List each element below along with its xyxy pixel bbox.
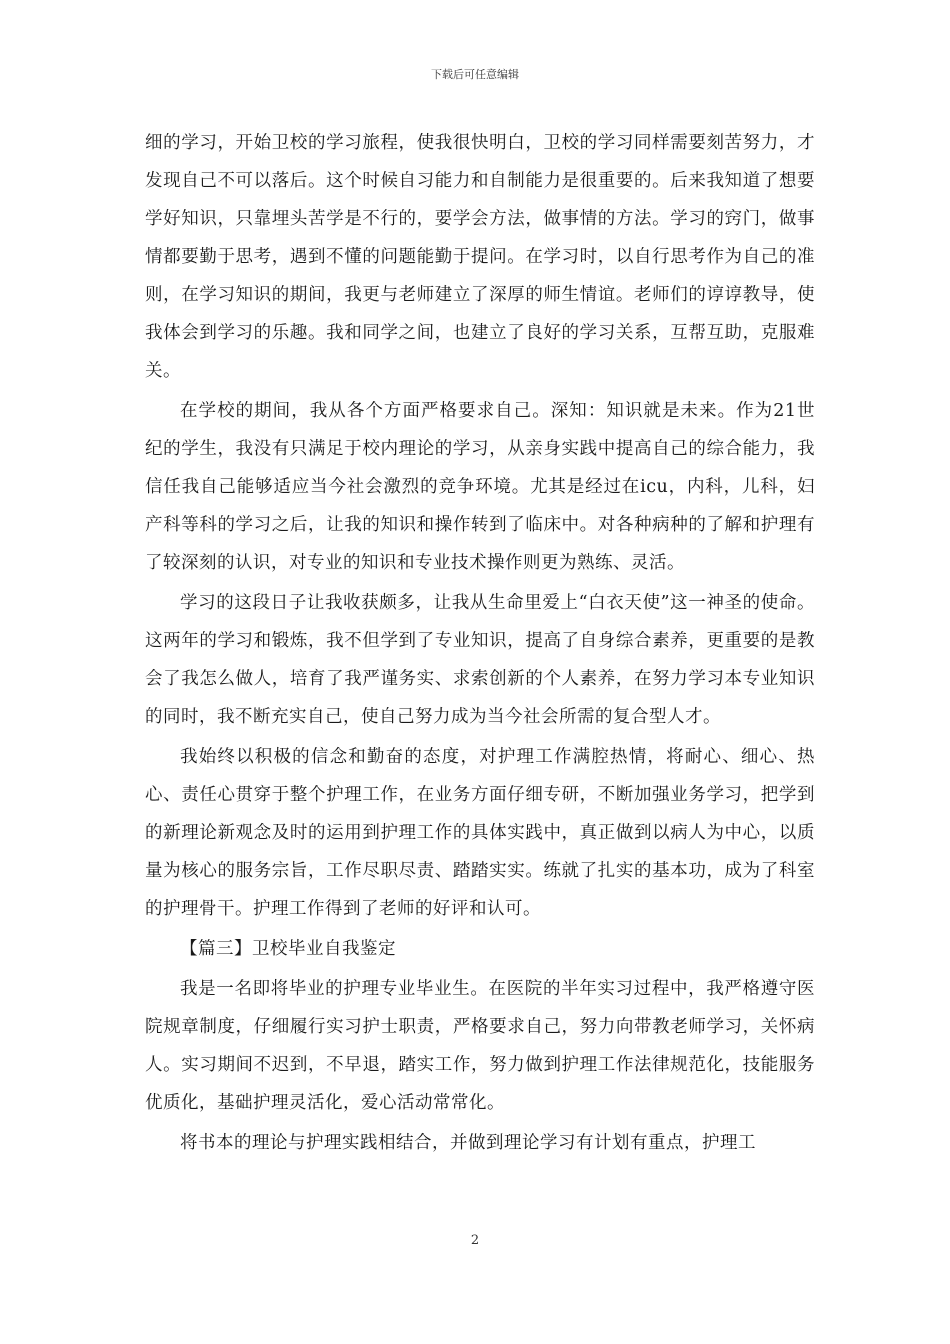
- paragraph-1: 细的学习，开始卫校的学习旅程，使我很快明白，卫校的学习同样需要刻苦努力，才发现自己不可以落后。这个时候自习能力和自制能力是很重要的。后来我知道了想要学好知识，只靠埋头苦学是不行的，要学会方法，做事情的方法。学习的窍门，做事情都要勤于思考，遇到不懂的问题能勤于提问。在学习时，以自行思考作为自己的准则，在学习知识的期间，我更与老师建立了深厚的师生情谊。老师们的谆谆教导，使我体会到学习的乐趣。我和同学之间，也建立了良好的学习关系，互帮互助，克服难关。: [145, 133, 815, 381]
- paragraph-3: 学习的这段日子让我收获颇多，让我从生命里爱上“白衣天使”这一神圣的使命。这两年的学习和锻炼，我不但学到了专业知识，提高了自身综合素养，更重要的是教会了我怎么做人，培育了我严谨务实、求索创新的个人素养，在努力学习本专业知识的同时，我不断充实自己，使自己努力成为当今社会所需的复合型人才。: [145, 593, 815, 727]
- page-number: 2: [470, 1233, 480, 1248]
- page-header: 下载后可任意编辑: [431, 68, 519, 81]
- paragraph-2: 在学校的期间，我从各个方面严格要求自己。深知：知识就是未来。作为21世纪的学生，我没有只满足于校内理论的学习，从亲身实践中提高自己的综合能力，我信任我自己能够适应当今社会激烈的竞争环境。尤其是经过在icu，内科，儿科，妇产科等科的学习之后，让我的知识和操作转到了临床中。对各种病种的了解和护理有了较深刻的认识，对专业的知识和专业技术操作则更为熟练、灵活。: [145, 401, 815, 573]
- section-heading: 【篇三】卫校毕业自我鉴定: [180, 939, 396, 959]
- paragraph-6: 将书本的理论与护理实践相结合，并做到理论学习有计划有重点，护理工: [180, 1133, 756, 1153]
- paragraph-4: 我始终以积极的信念和勤奋的态度，对护理工作满腔热情，将耐心、细心、热心、责任心贯穿于整个护理工作，在业务方面仔细专研，不断加强业务学习，把学到的新理论新观念及时的运用到护理工作的具体实践中，真正做到以病人为中心，以质量为核心的服务宗旨，工作尽职尽责、踏踏实实。练就了扎实的基本功，成为了科室的护理骨干。护理工作得到了老师的好评和认可。: [145, 747, 815, 919]
- paragraph-5: 我是一名即将毕业的护理专业毕业生。在医院的半年实习过程中，我严格遵守医院规章制度，仔细履行实习护士职责，严格要求自己，努力向带教老师学习，关怀病人。实习期间不迟到，不早退，踏实工作，努力做到护理工作法律规范化，技能服务优质化，基础护理灵活化，爱心活动常常化。: [145, 979, 815, 1113]
- document-body: [145, 124, 815, 1164]
